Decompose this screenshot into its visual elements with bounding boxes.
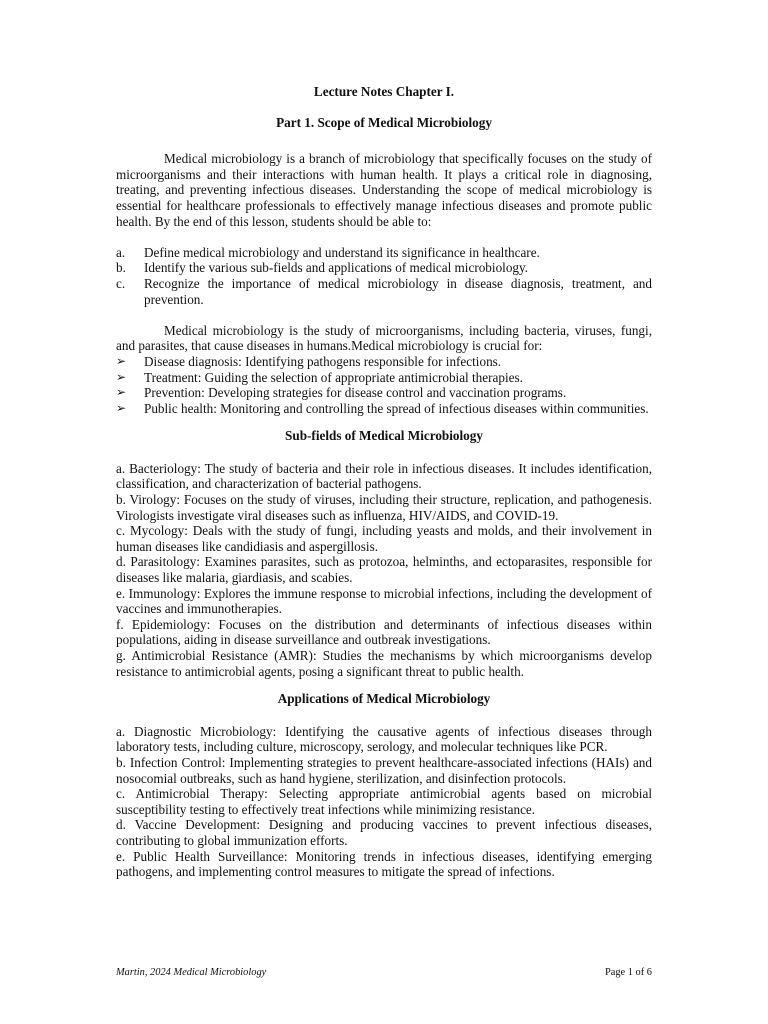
intro-paragraph: Medical microbiology is a branch of microbiology that specifically focuses on the study of microorganisms and their interactions with human health. It plays a critical role in diagnosing, treating, and preventing infectious diseases. Understanding the scope of medical microbiology is essential for healthcare professionals to effectively manage infectious diseases and promote public health. By the end of this lesson, students should be able to: xyxy=(116,151,652,229)
definition-paragraph: Medical microbiology is the study of microorganisms, including bacteria, viruses, fungi, and parasites, that cause diseases in humans.Medical microbiology is crucial for: xyxy=(116,322,652,354)
page-content xyxy=(116,84,652,880)
list-item-text: Identify the various sub-fields and applications of medical microbiology. xyxy=(144,260,529,276)
footer-citation: Martin, 2024 Medical Microbiology xyxy=(116,967,267,978)
applications-list xyxy=(116,724,652,880)
application-item: c. Antimicrobial Therapy: Selecting appropriate antimicrobial agents based on microbial susceptibility testing to effectively treat infections while minimizing resistance. xyxy=(116,786,652,817)
spacer xyxy=(116,229,652,245)
subfields-heading: Sub-fields of Medical Microbiology xyxy=(285,428,483,444)
arrow-bullet-icon: ➢ xyxy=(116,353,127,368)
list-item xyxy=(116,385,652,401)
part-title: Part 1. Scope of Medical Microbiology xyxy=(276,114,492,130)
spacer xyxy=(116,416,652,428)
arrow-bullet-icon: ➢ xyxy=(116,400,127,415)
list-item xyxy=(116,354,652,370)
arrow-bullet-icon: ➢ xyxy=(116,385,127,400)
list-item-text: Prevention: Developing strategies for disease control and vaccination programs. xyxy=(144,385,567,401)
spacer xyxy=(116,307,652,323)
applications-heading: Applications of Medical Microbiology xyxy=(277,691,491,707)
list-item xyxy=(116,245,652,261)
application-item: e. Public Health Surveillance: Monitoring trends in infectious diseases, identifying emerging pathogens, and implementing control measures to mitigate the spread of infections. xyxy=(116,848,652,880)
subfield-item: b. Virology: Focuses on the study of viruses, including their structure, replication, and pathogenesis. Virologists investigate viral diseases such as influenza, HIV/AIDS, and COVID-19. xyxy=(116,492,652,523)
list-item-text: Public health: Monitoring and controlling the spread of infectious diseases within communities. xyxy=(144,400,649,416)
subfield-item: g. Antimicrobial Resistance (AMR): Studies the mechanisms by which microorganisms develop resistance to antimicrobial agents, posing a significant threat to public health. xyxy=(116,648,652,679)
application-item: d. Vaccine Development: Designing and producing vaccines to prevent infectious diseases, contributing to global immunization efforts. xyxy=(116,817,652,848)
document-title: Lecture Notes Chapter I. xyxy=(313,84,455,99)
subfield-item: f. Epidemiology: Focuses on the distribution and determinants of infectious diseases within populations, aiding in disease surveillance and outbreak investigations. xyxy=(116,616,652,648)
list-marker: a. xyxy=(116,244,126,260)
list-item xyxy=(116,401,652,417)
objectives-list xyxy=(116,245,652,307)
subfield-item: c. Mycology: Deals with the study of fungi, including yeasts and molds, and their involvement in human diseases like candidiasis and aspergillosis. xyxy=(116,523,652,554)
spacer xyxy=(116,444,652,461)
subfield-item: e. Immunology: Explores the immune response to microbial infections, including the development of vaccines and immunotherapies. xyxy=(116,585,652,617)
subfield-item: d. Parasitology: Examines parasites, such as protozoa, helminths, and ectoparasites, responsible for diseases like malaria, giardiasis, and scabies. xyxy=(116,554,652,586)
application-item: b. Infection Control: Implementing strategies to prevent healthcare-associated infections (HAIs) and nosocomial outbreaks, such as hand hygiene, sterilization, and disinfection protocols. xyxy=(116,754,652,786)
list-item xyxy=(116,276,652,307)
list-item-text: Disease diagnosis: Identifying pathogens responsible for infections. xyxy=(144,353,502,369)
list-marker: b. xyxy=(116,260,126,276)
subfield-item: a. Bacteriology: The study of bacteria and their role in infectious diseases. It includes identification, classification, and characterization of bacterial pathogens. xyxy=(116,460,652,492)
list-item-text: Define medical microbiology and understand its significance in healthcare. xyxy=(144,244,540,260)
list-item xyxy=(116,260,652,276)
subfields-list xyxy=(116,461,652,679)
list-item-text: Recognize the importance of medical microbiology in disease diagnosis, treatment, and prevention. xyxy=(144,275,652,307)
page-number: Page 1 of 6 xyxy=(604,967,652,978)
crucial-for-list xyxy=(116,354,652,416)
list-item xyxy=(116,370,652,386)
spacer xyxy=(116,679,652,691)
list-marker: c. xyxy=(116,275,126,291)
application-item: a. Diagnostic Microbiology: Identifying the causative agents of infectious diseases through laboratory tests, including culture, microscopy, serology, and molecular techniques like PCR. xyxy=(116,723,652,755)
list-item-text: Treatment: Guiding the selection of appropriate antimicrobial therapies. xyxy=(144,369,523,385)
arrow-bullet-icon: ➢ xyxy=(116,369,127,384)
spacer xyxy=(116,707,652,724)
